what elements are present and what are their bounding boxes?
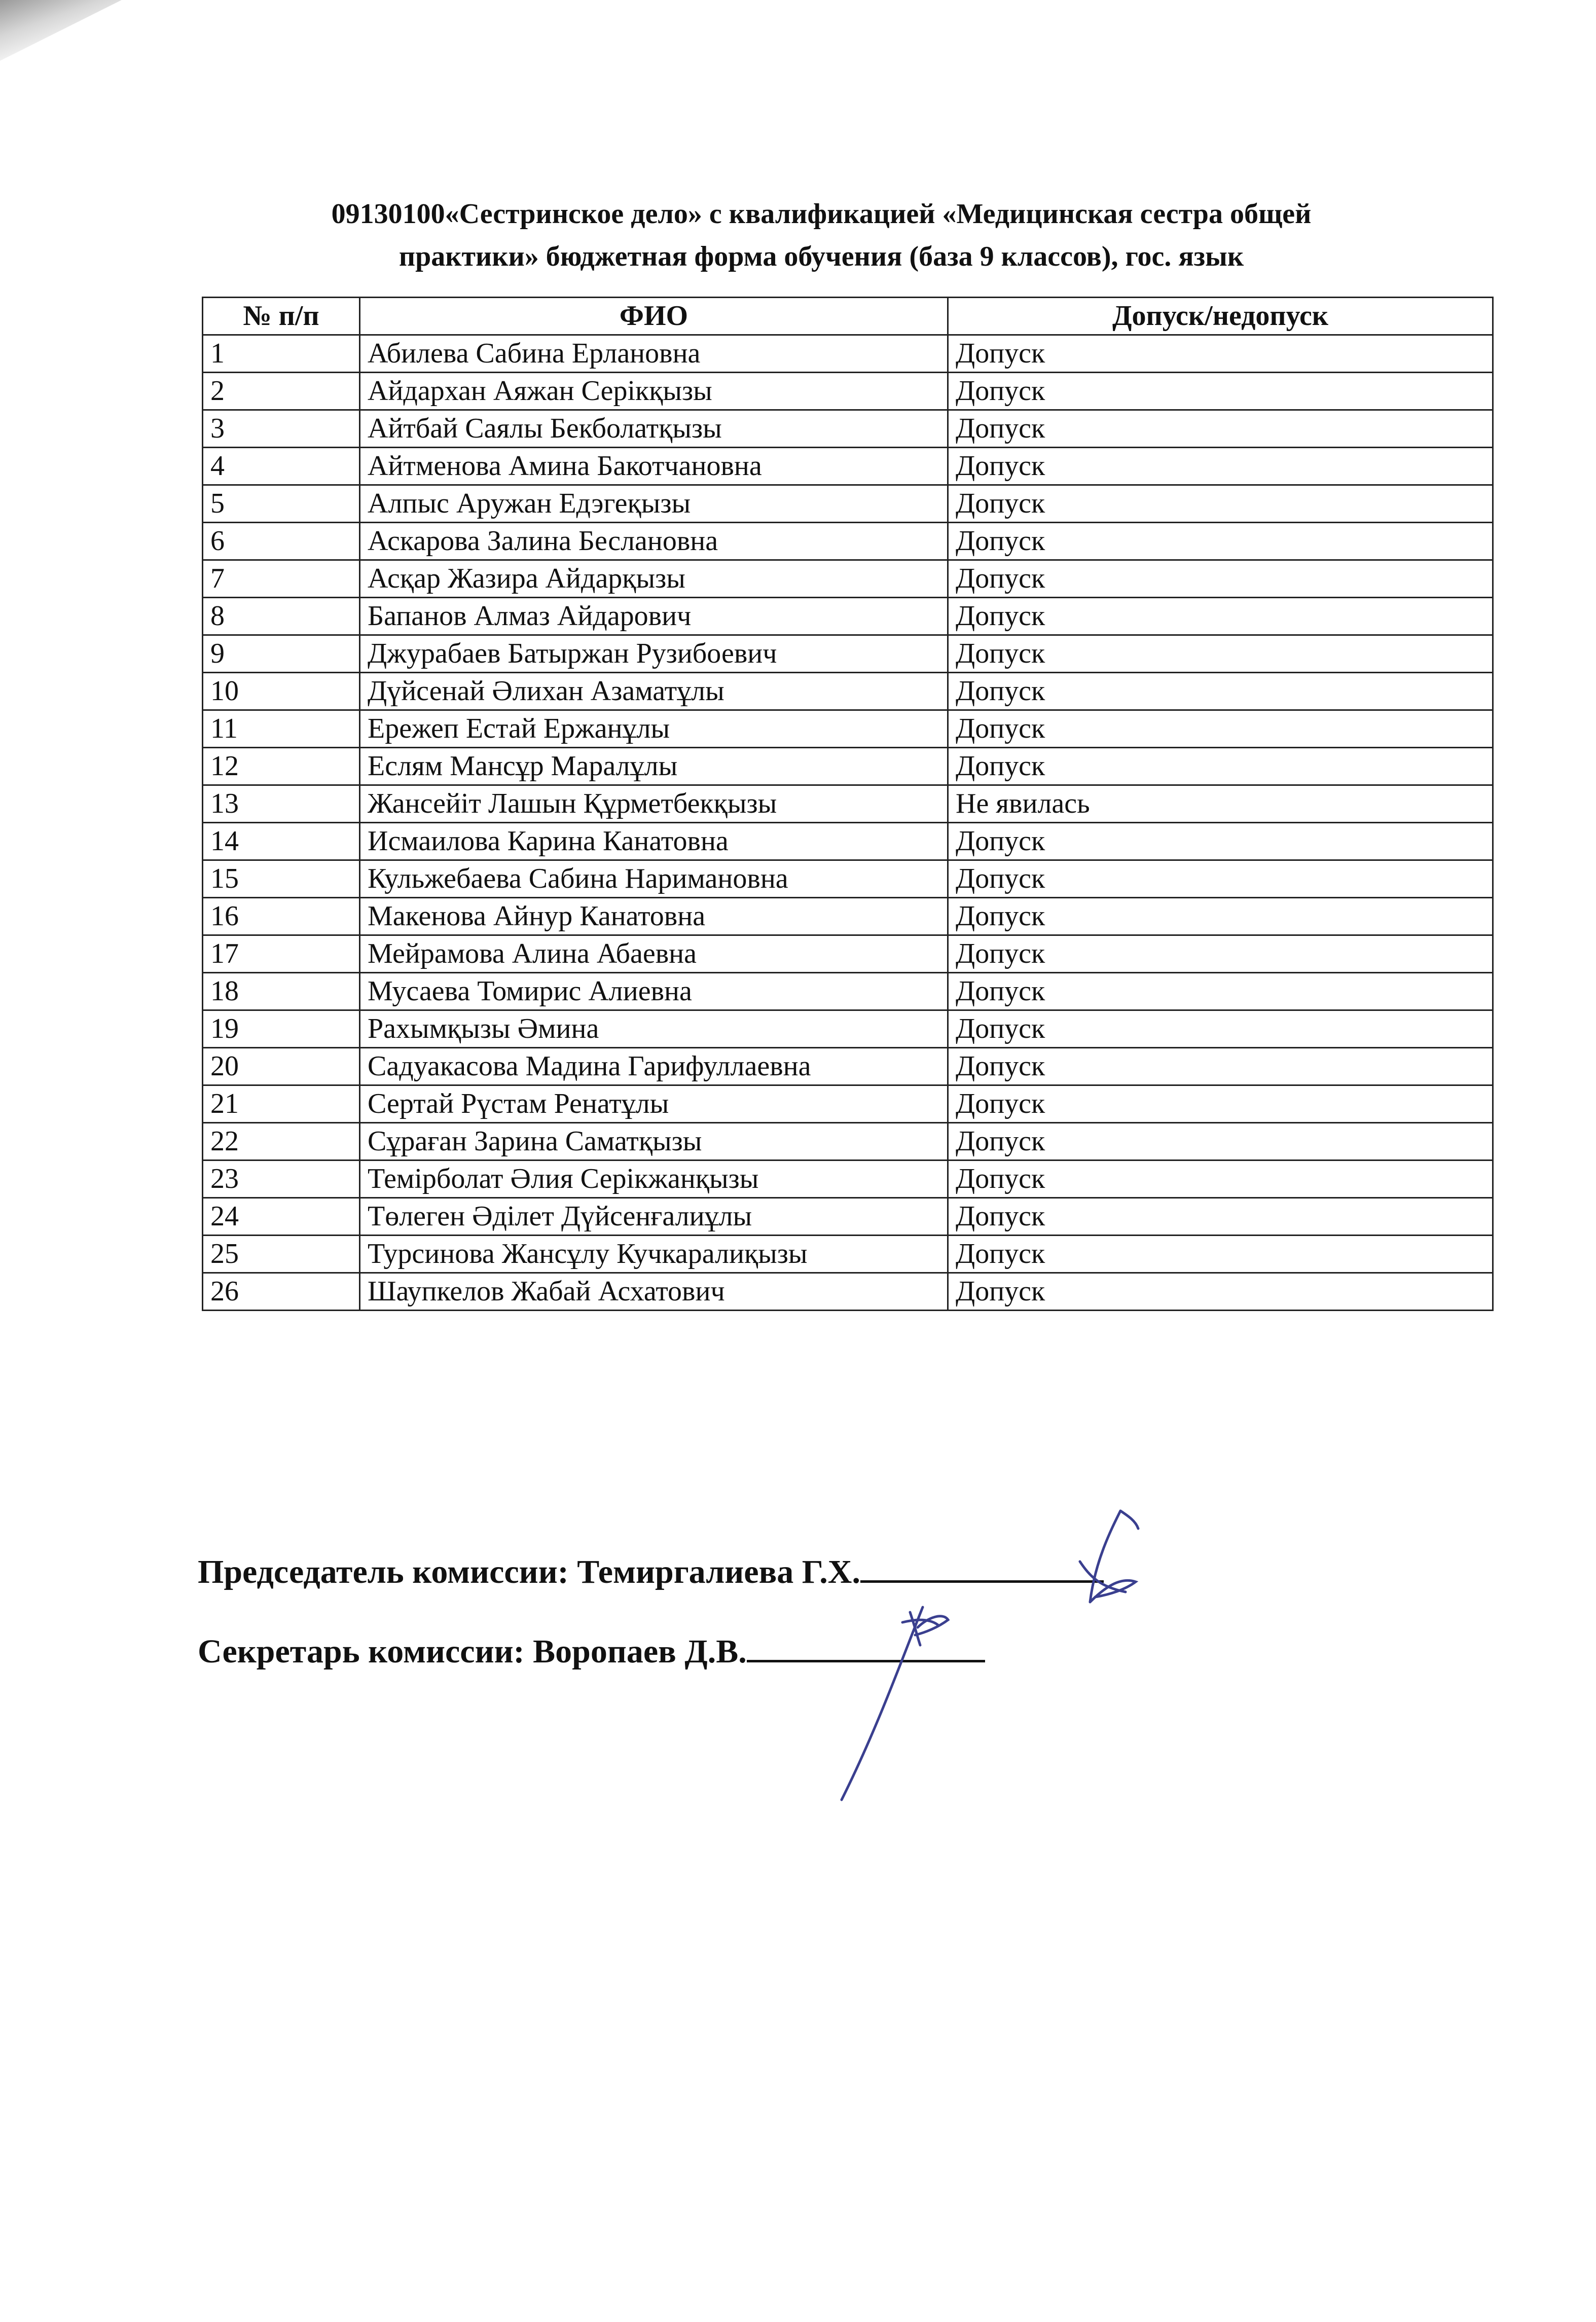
row-number: 20 [203, 1048, 360, 1085]
title-line-1: 09130100«Сестринское дело» с квалификацией «Медицинская сестра общей [331, 198, 1312, 230]
table-row [203, 1160, 1493, 1198]
secretary-text: Секретарь комиссии: Воропаев Д.В. [198, 1633, 747, 1670]
table-row [203, 823, 1493, 860]
row-fio: Мейрамова Алина Абаевна [360, 935, 948, 973]
row-number: 5 [203, 485, 360, 523]
row-number: 1 [203, 335, 360, 373]
table-row [203, 898, 1493, 935]
row-fio: Шаупкелов Жабай Асхатович [360, 1273, 948, 1311]
secretary-signature [821, 1597, 973, 1810]
row-fio: Абилева Сабина Ерлановна [360, 335, 948, 373]
row-number: 3 [203, 410, 360, 448]
table-row [203, 1123, 1493, 1160]
row-admission: Допуск [948, 673, 1493, 710]
row-admission: Допуск [948, 973, 1493, 1010]
row-admission: Допуск [948, 1160, 1493, 1198]
row-fio: Айтменова Амина Бакотчановна [360, 448, 948, 485]
row-number: 10 [203, 673, 360, 710]
row-admission: Допуск [948, 373, 1493, 410]
row-admission: Допуск [948, 335, 1493, 373]
row-fio: Кульжебаева Сабина Наримановна [360, 860, 948, 898]
row-fio: Ережеп Естай Ержанұлы [360, 710, 948, 748]
row-number: 11 [203, 710, 360, 748]
row-number: 21 [203, 1085, 360, 1123]
table-row [203, 1010, 1493, 1048]
row-fio: Алпыс Аружан Едэгеқызы [360, 485, 948, 523]
table-row [203, 1085, 1493, 1123]
table-body [203, 335, 1493, 1311]
row-fio: Айдархан Аяжан Серікқызы [360, 373, 948, 410]
row-admission: Допуск [948, 1048, 1493, 1085]
row-fio: Бапанов Алмаз Айдарович [360, 598, 948, 635]
row-fio: Макенова Айнур Канатовна [360, 898, 948, 935]
row-fio: Дүйсенай Әлихан Азаматұлы [360, 673, 948, 710]
row-number: 18 [203, 973, 360, 1010]
page-corner-shadow [0, 0, 122, 61]
table-row [203, 1198, 1493, 1236]
row-fio: Жансейіт Лашын Құрметбекқызы [360, 785, 948, 823]
table-row [203, 860, 1493, 898]
row-admission: Допуск [948, 1123, 1493, 1160]
table-row [203, 335, 1493, 373]
row-number: 17 [203, 935, 360, 973]
table-row [203, 973, 1493, 1010]
header-admission: Допуск/недопуск [948, 298, 1493, 335]
table-row [203, 1236, 1493, 1273]
table-row [203, 710, 1493, 748]
row-fio: Сертай Рүстам Ренатұлы [360, 1085, 948, 1123]
row-admission: Допуск [948, 1273, 1493, 1311]
row-fio: Еслям Мансұр Маралұлы [360, 748, 948, 785]
row-admission: Допуск [948, 1236, 1493, 1273]
row-fio: Айтбай Саялы Бекболатқызы [360, 410, 948, 448]
row-admission: Допуск [948, 523, 1493, 560]
row-fio: Сұраған Зарина Саматқызы [360, 1123, 948, 1160]
row-admission: Допуск [948, 448, 1493, 485]
row-number: 19 [203, 1010, 360, 1048]
table-row [203, 748, 1493, 785]
row-admission: Допуск [948, 710, 1493, 748]
row-fio: Мусаева Томирис Алиевна [360, 973, 948, 1010]
table-row [203, 410, 1493, 448]
row-number: 14 [203, 823, 360, 860]
row-admission: Не явилась [948, 785, 1493, 823]
row-number: 26 [203, 1273, 360, 1311]
table-row [203, 373, 1493, 410]
title-line-2: практики» бюджетная форма обучения (база 9 классов), гос. язык [398, 241, 1244, 272]
row-fio: Төлеген Әділет Дүйсенғалиұлы [360, 1198, 948, 1236]
row-admission: Допуск [948, 485, 1493, 523]
row-admission: Допуск [948, 860, 1493, 898]
row-number: 7 [203, 560, 360, 598]
table-header-row [203, 298, 1493, 335]
row-number: 23 [203, 1160, 360, 1198]
row-number: 4 [203, 448, 360, 485]
table-row [203, 635, 1493, 673]
table-row [203, 560, 1493, 598]
row-admission: Допуск [948, 748, 1493, 785]
row-number: 12 [203, 748, 360, 785]
table-row [203, 448, 1493, 485]
table-row [203, 673, 1493, 710]
row-number: 2 [203, 373, 360, 410]
row-number: 8 [203, 598, 360, 635]
table-row [203, 785, 1493, 823]
row-fio: Садуакасова Мадина Гарифуллаевна [360, 1048, 948, 1085]
table-row [203, 485, 1493, 523]
row-admission: Допуск [948, 598, 1493, 635]
table-row [203, 523, 1493, 560]
chairman-text: Председатель комиссии: Темиргалиева Г.Х. [198, 1553, 860, 1590]
row-number: 25 [203, 1236, 360, 1273]
row-number: 16 [203, 898, 360, 935]
row-fio: Аскарова Залина Беслановна [360, 523, 948, 560]
row-admission: Допуск [948, 1010, 1493, 1048]
row-admission: Допуск [948, 898, 1493, 935]
row-admission: Допуск [948, 635, 1493, 673]
row-number: 15 [203, 860, 360, 898]
row-fio: Рахымқызы Әмина [360, 1010, 948, 1048]
row-number: 6 [203, 523, 360, 560]
row-fio: Асқар Жазира Айдарқызы [360, 560, 948, 598]
row-admission: Допуск [948, 935, 1493, 973]
table-row [203, 598, 1493, 635]
header-fio: ФИО [360, 298, 948, 335]
row-admission: Допуск [948, 560, 1493, 598]
row-admission: Допуск [948, 823, 1493, 860]
table-row [203, 1273, 1493, 1311]
row-number: 24 [203, 1198, 360, 1236]
row-admission: Допуск [948, 1085, 1493, 1123]
row-fio: Темірболат Әлия Серікжанқызы [360, 1160, 948, 1198]
table-row [203, 935, 1493, 973]
chairman-signature [1034, 1501, 1186, 1632]
chairman-line [198, 1549, 1104, 1595]
row-number: 13 [203, 785, 360, 823]
row-fio: Исмаилова Карина Канатовна [360, 823, 948, 860]
row-fio: Джурабаев Батыржан Рузибоевич [360, 635, 948, 673]
admission-table [202, 297, 1494, 1311]
row-number: 9 [203, 635, 360, 673]
row-fio: Турсинова Жансұлу Кучкаралиқызы [360, 1236, 948, 1273]
table-row [203, 1048, 1493, 1085]
row-admission: Допуск [948, 410, 1493, 448]
header-number: № п/п [203, 298, 360, 335]
document-title [213, 193, 1430, 278]
row-admission: Допуск [948, 1198, 1493, 1236]
row-number: 22 [203, 1123, 360, 1160]
